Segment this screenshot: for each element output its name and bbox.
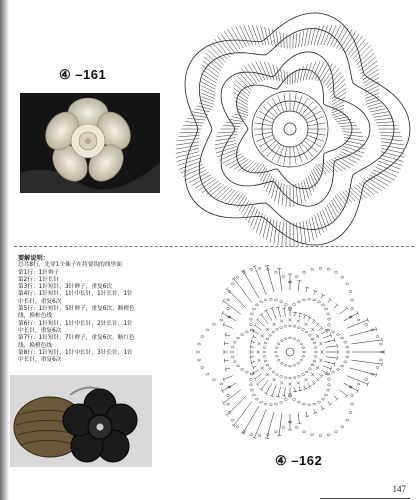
crochet-diagram-162 [178, 252, 408, 452]
figure-162-label: ④ –162 [275, 453, 323, 468]
page-number-rule [320, 498, 410, 499]
section-divider [14, 246, 414, 247]
instructions-title: 要解说明： [18, 255, 49, 262]
crochet-flower-keychain-photo [10, 375, 152, 467]
instruction-line: 第1行：1针辫子 [18, 269, 60, 276]
instruction-line: 第4行：1针短针，1针中长针，1针长针，1针 [18, 291, 133, 298]
crochet-flower-photo [20, 93, 160, 193]
instruction-line: 中长针，重复6次 [18, 357, 62, 364]
instruction-line: 线，换桩色线 [18, 313, 53, 320]
instruction-line: 中长针，重复6次 [18, 327, 62, 334]
page-binding-shadow [0, 0, 9, 500]
crochet-diagram-161 [165, 8, 415, 250]
instruction-line: 第3行：1针短针，3针辫子，重复6次 [18, 284, 113, 291]
instruction-line: 线，换橙色线 [18, 342, 53, 349]
instruction-line: 第5行：1针短针，5针辫子，重复6次，断橙色 [18, 306, 135, 313]
instruction-line: 第6行：1针短针，1针中长针，2针长针，1针 [18, 320, 133, 327]
instruction-line: 中长针，重复6次 [18, 298, 62, 305]
instruction-line: 第2行：1针长针 [18, 276, 60, 283]
instruction-line: 第8行：1针短针，1针中长针，3针长针，1针 [18, 349, 133, 356]
instructions-block [18, 255, 168, 364]
page-number: 147 [392, 484, 406, 494]
instruction-line: 第7行：1针短针，7针辫子，重复6次，断红色 [18, 335, 135, 342]
figure-161-label: ④ –161 [59, 67, 107, 82]
instruction-line: 总共8行，先穿1个珠子在将要钩的线里面 [18, 262, 122, 269]
